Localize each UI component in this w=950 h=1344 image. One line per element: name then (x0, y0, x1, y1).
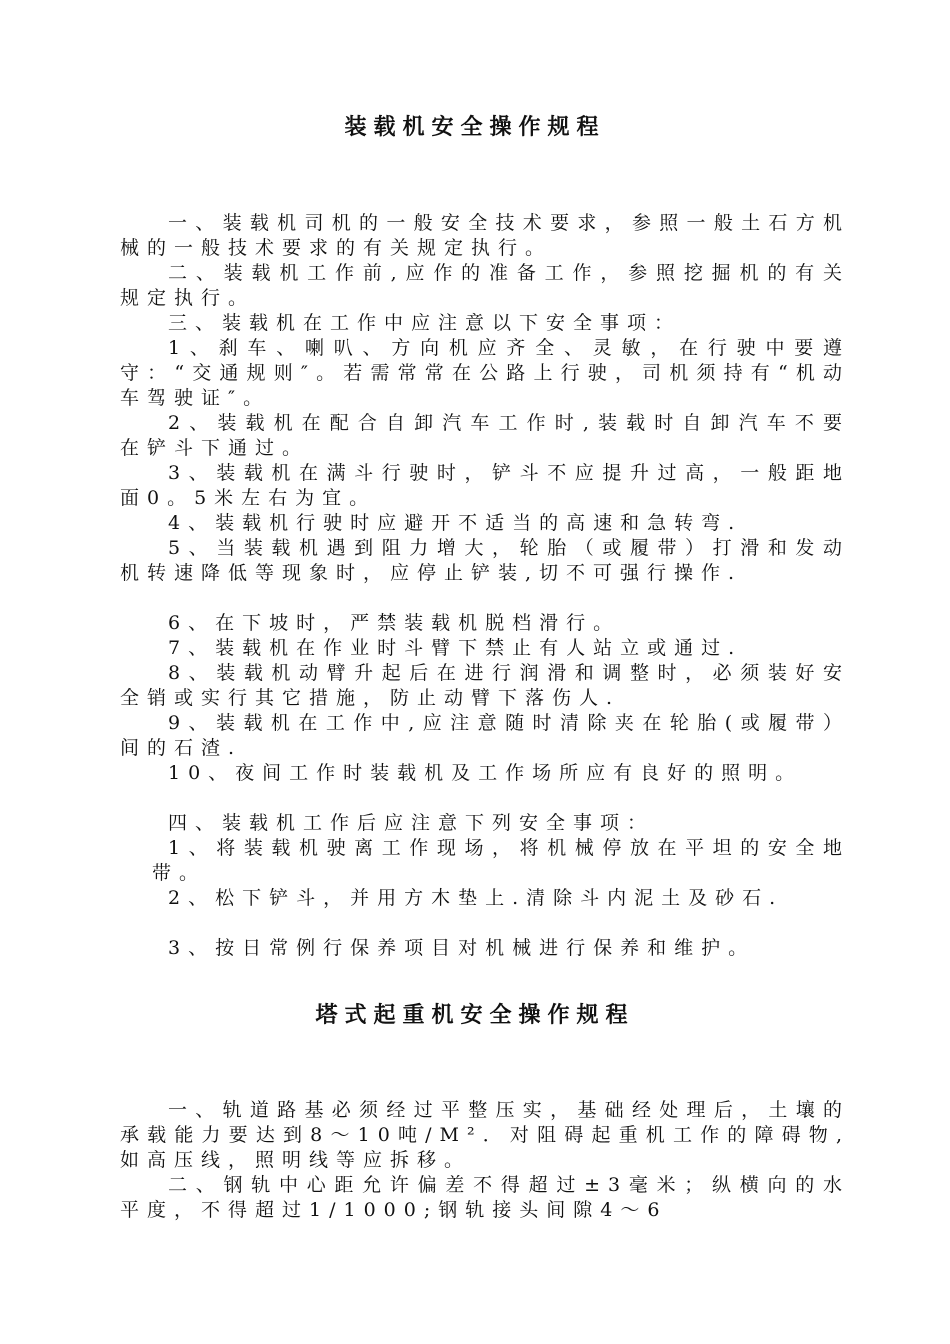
paragraph: 2、装载机在配合自卸汽车工作时,装载时自卸汽车不要在铲斗下通过。 (120, 412, 850, 459)
paragraph: 9、装载机在工作中,应注意随时清除夹在轮胎(或履带）间的石渣. (120, 712, 850, 759)
paragraph: 8、装载机动臂升起后在进行润滑和调整时，必须装好安全销或实行其它措施，防止动臂下落伤人. (120, 662, 850, 709)
section-1-title: 装载机安全操作规程 (344, 115, 606, 140)
paragraph: 三、装载机在工作中应注意以下安全事项： (168, 312, 682, 334)
paragraph: 二、装载机工作前,应作的准备工作，参照挖掘机的有关规定执行。 (120, 262, 850, 309)
paragraph: 四、装载机工作后应注意下列安全事项： (168, 812, 655, 834)
paragraph: 1、将装载机驶离工作现场，将机械停放在平坦的安全地带。 (152, 837, 850, 884)
paragraph: 3、按日常例行保养项目对机械进行保养和维护。 (168, 937, 756, 959)
paragraph: 二、钢轨中心距允许偏差不得超过±3毫米；纵横向的水平度，不得超过1/1000;钢轨接头间隙4～6 (120, 1174, 850, 1221)
paragraph: 1、刹车、喇叭、方向机应齐全、灵敏，在行驶中要遵守：“交通规则″。若需常常在公路上行驶，司机须持有“机动车驾驶证″。 (120, 337, 850, 409)
paragraph: 一、轨道路基必须经过平整压实，基础经处理后，土壤的承载能力要达到8～10吨/M²．对阻碍起重机工作的障碍物,如高压线，照明线等应拆移。 (120, 1099, 850, 1171)
paragraph: 5、当装载机遇到阻力增大，轮胎（或履带）打滑和发动机转速降低等现象时，应停止铲装,切不可强行操作. (120, 537, 850, 584)
paragraph: 4、装载机行驶时应避开不适当的高速和急转弯. (168, 512, 743, 534)
paragraph: 6、在下坡时，严禁装载机脱档滑行。 (168, 612, 621, 634)
paragraph: 3、装载机在满斗行驶时，铲斗不应提升过高，一般距地面0。5米左右为宜。 (120, 462, 850, 509)
section-2-title: 塔式起重机安全操作规程 (315, 1003, 635, 1028)
paragraph: 10、夜间工作时装载机及工作场所应有良好的照明。 (168, 762, 803, 784)
paragraph: 一、装载机司机的一般安全技术要求，参照一般土石方机械的一般技术要求的有关规定执行。 (120, 212, 850, 259)
paragraph: 2、松下铲斗，并用方木垫上.清除斗内泥土及砂石. (168, 887, 784, 909)
paragraph: 7、装载机在作业时斗臂下禁止有人站立或通过. (168, 637, 743, 659)
